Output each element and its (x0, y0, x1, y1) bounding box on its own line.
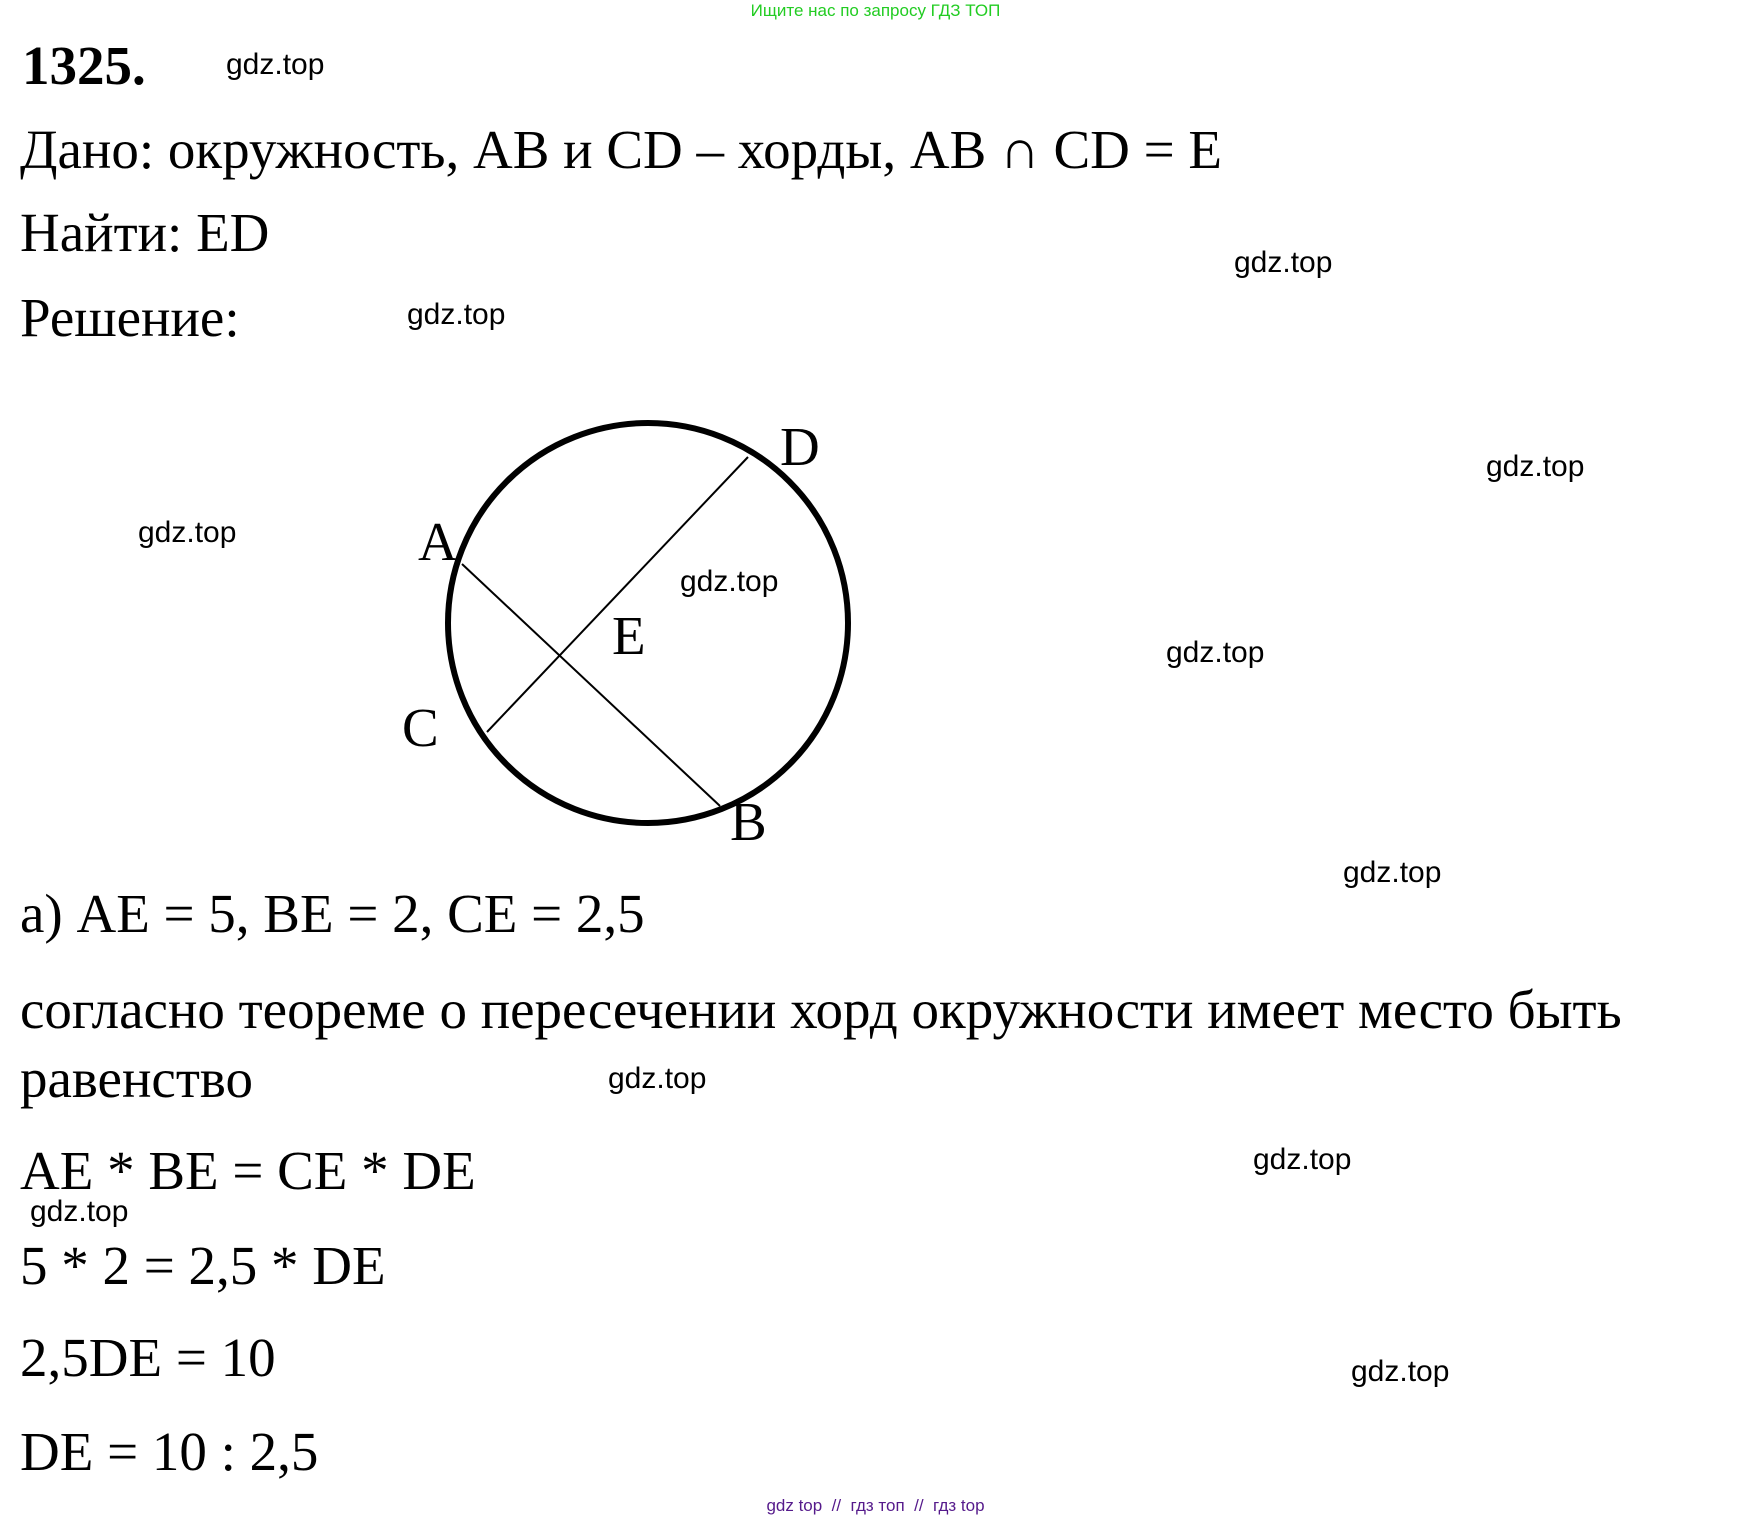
footer-separator: // (904, 1496, 934, 1515)
watermark: gdz.top (226, 48, 325, 81)
watermark: gdz.top (30, 1195, 129, 1228)
circle (448, 423, 848, 823)
footer-links (0, 1496, 1751, 1516)
point-label-d: D (780, 416, 820, 477)
watermark: gdz.top (608, 1062, 707, 1095)
footer-link-gdz-top[interactable]: gdz top (766, 1496, 823, 1515)
point-label-e: E (612, 605, 646, 666)
find-line: Найти: ED (20, 202, 270, 263)
theorem-text-line-2: равенство (20, 1048, 253, 1109)
part-a-condition: а) AE = 5, BE = 2, CE = 2,5 (20, 883, 645, 944)
equation-3: 2,5DE = 10 (20, 1327, 276, 1388)
watermark: gdz.top (1166, 636, 1265, 669)
watermark: gdz.top (1234, 246, 1333, 279)
equation-2: 5 * 2 = 2,5 * DE (20, 1235, 386, 1296)
point-label-c: C (402, 697, 439, 758)
watermark: gdz.top (138, 516, 237, 549)
watermark: gdz.top (1343, 856, 1442, 889)
equation-4: DE = 10 : 2,5 (20, 1421, 319, 1482)
watermark: gdz.top (1351, 1355, 1450, 1388)
watermark: gdz.top (1486, 450, 1585, 483)
chord-ab (462, 564, 720, 806)
watermark: gdz.top (1253, 1143, 1352, 1176)
watermark: gdz.top (407, 298, 506, 331)
solution-label: Решение: (20, 287, 240, 348)
footer-link-gdz-top-ru[interactable]: гдз топ (850, 1496, 905, 1515)
theorem-text-line-1: согласно теореме о пересечении хорд окружности имеет место быть (20, 979, 1622, 1040)
given-line: Дано: окружность, AB и CD – хорды, AB ∩ CD = E (20, 119, 1222, 180)
point-label-b: B (730, 791, 767, 852)
footer-link-gdz-top-mixed[interactable]: гдз top (933, 1496, 985, 1515)
watermark: gdz.top (680, 565, 779, 598)
point-label-a: A (418, 511, 458, 572)
footer-separator: // (822, 1496, 851, 1515)
equation-1: AE * BE = CE * DE (20, 1140, 476, 1201)
problem-number: 1325. (22, 35, 146, 96)
header-search-hint: Ищите нас по запросу ГДЗ ТОП (750, 1, 1001, 20)
